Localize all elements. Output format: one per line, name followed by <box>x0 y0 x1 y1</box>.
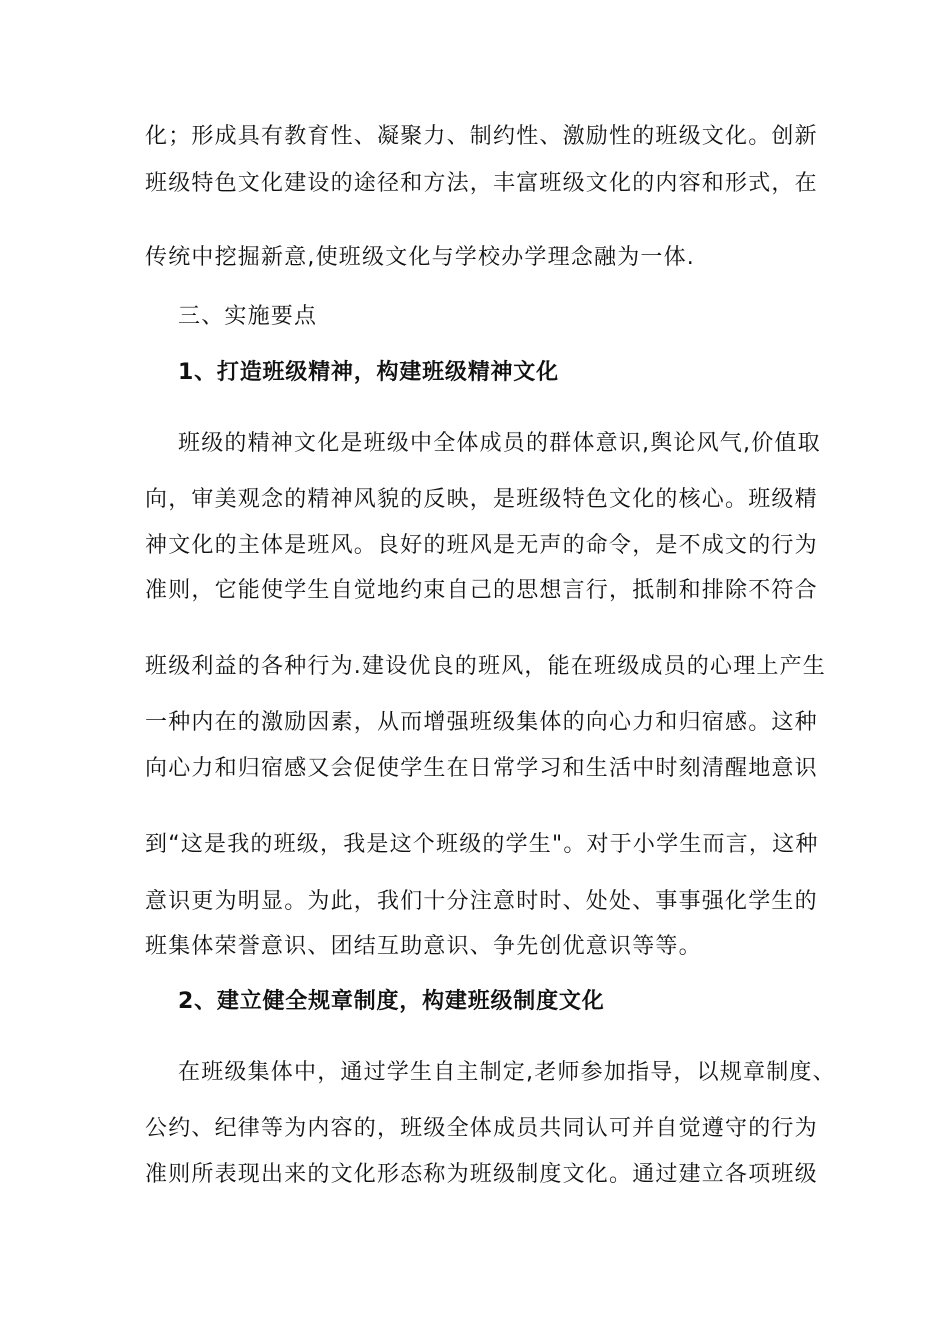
paragraph-line: 化；形成具有教育性、凝聚力、制约性、激励性的班级文化。创新 <box>145 124 818 149</box>
paragraph-line: 传统中挖掘新意,使班级文化与学校办学理念融为一体. <box>145 245 695 270</box>
paragraph-line: 到“这是我的班级，我是这个班级的学生"。对于小学生而言，这种 <box>145 832 819 857</box>
paragraph-line: 一种内在的激励因素，从而增强班级集体的向心力和归宿感。这种 <box>145 710 818 735</box>
subsection-heading-1: 1、打造班级精神，构建班级精神文化 <box>178 360 559 385</box>
paragraph-line: 神文化的主体是班风。良好的班风是无声的命令，是不成文的行为 <box>145 533 818 558</box>
section-heading: 三、实施要点 <box>178 304 318 329</box>
paragraph-line: 准则所表现出来的文化形态称为班级制度文化。通过建立各项班级 <box>145 1162 818 1187</box>
paragraph-line: 意识更为明显。为此，我们十分注意时时、处处、事事强化学生的 <box>145 889 818 914</box>
paragraph-line: 公约、纪律等为内容的，班级全体成员共同认可并自觉遵守的行为 <box>145 1116 818 1141</box>
paragraph-line: 班集体荣誉意识、团结互助意识、争先创优意识等等。 <box>145 934 702 959</box>
paragraph-line: 准则，它能使学生自觉地约束自己的思想言行，抵制和排除不符合 <box>145 578 818 603</box>
paragraph-line: 班级特色文化建设的途径和方法，丰富班级文化的内容和形式，在 <box>145 171 818 196</box>
subsection-heading-2: 2、建立健全规章制度，构建班级制度文化 <box>178 989 605 1014</box>
paragraph-line: 班级利益的各种行为.建设优良的班风，能在班级成员的心理上产生 <box>145 654 826 679</box>
paragraph-line: 向，审美观念的精神风貌的反映，是班级特色文化的核心。班级精 <box>145 487 818 512</box>
paragraph-line: 班级的精神文化是班级中全体成员的群体意识,舆论风气,价值取 <box>178 431 821 456</box>
paragraph-line: 在班级集体中，通过学生自主制定,老师参加指导，以规章制度、 <box>178 1060 836 1085</box>
paragraph-line: 向心力和归宿感又会促使学生在日常学习和生活中时刻清醒地意识 <box>145 756 818 781</box>
